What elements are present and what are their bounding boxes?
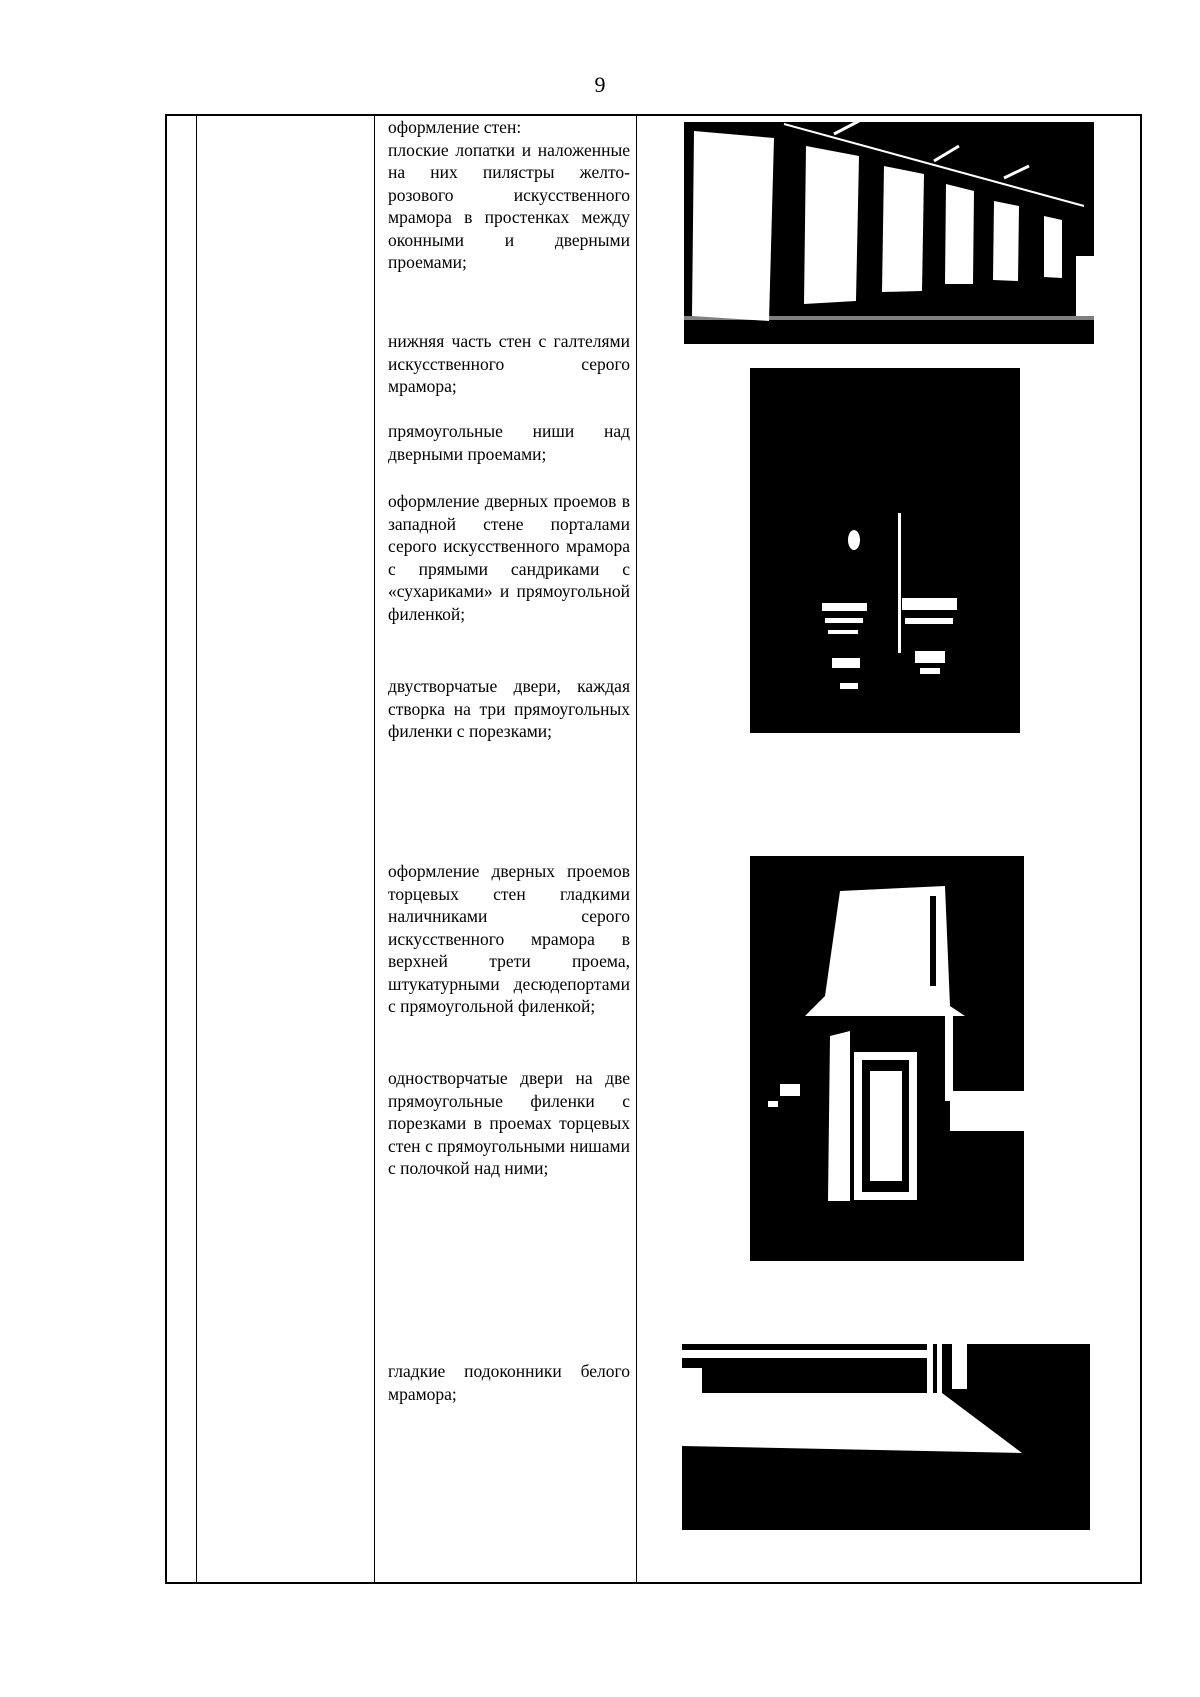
paragraph-wall-decoration: оформление стен: плоские лопатки и наложенные на них пилястры желто-розового искусственного мрамора в простенках между оконными и дверными проемами; <box>388 117 630 272</box>
paragraph-windowsills: гладкие подоконники белого мрамора; <box>388 1361 630 1404</box>
page-number: 9 <box>594 72 606 97</box>
paragraph-west-portals: оформление дверных проемов в западной стене порталами серого искусственного мрамора с прямыми сандриками с «сухариками» и прямоугольной филенкой; <box>388 491 630 624</box>
paragraph-end-wall-doors: оформление дверных проемов торцевых стен гладкими наличниками серого искусственного мрамора в верхней трети проема, штукатурными десюдепортами с прямоугольной филенкой; <box>388 861 630 1016</box>
photo-end-wall-door <box>750 856 1024 1264</box>
paragraph-single-doors: одностворчатые двери на две прямоугольные филенки с порезками в проемах торцевых стен с прямоугольными нишами с полочкой над ними; <box>388 1068 630 1178</box>
photo-pilasters <box>684 116 1094 344</box>
column-divider-2 <box>374 114 375 1584</box>
paragraph-double-doors: двустворчатые двери, каждая створка на три прямоугольных филенки с порезками; <box>388 676 630 741</box>
column-divider-3 <box>636 114 637 1584</box>
paragraph-lower-walls: нижняя часть стен с галтелями искусственного серого мрамора; <box>388 331 630 396</box>
column-divider-1 <box>196 114 197 1584</box>
photo-portal-double-doors <box>750 368 1020 736</box>
paragraph-niches: прямоугольные ниши над дверными проемами; <box>388 421 630 464</box>
photo-windowsill <box>682 1338 1090 1530</box>
